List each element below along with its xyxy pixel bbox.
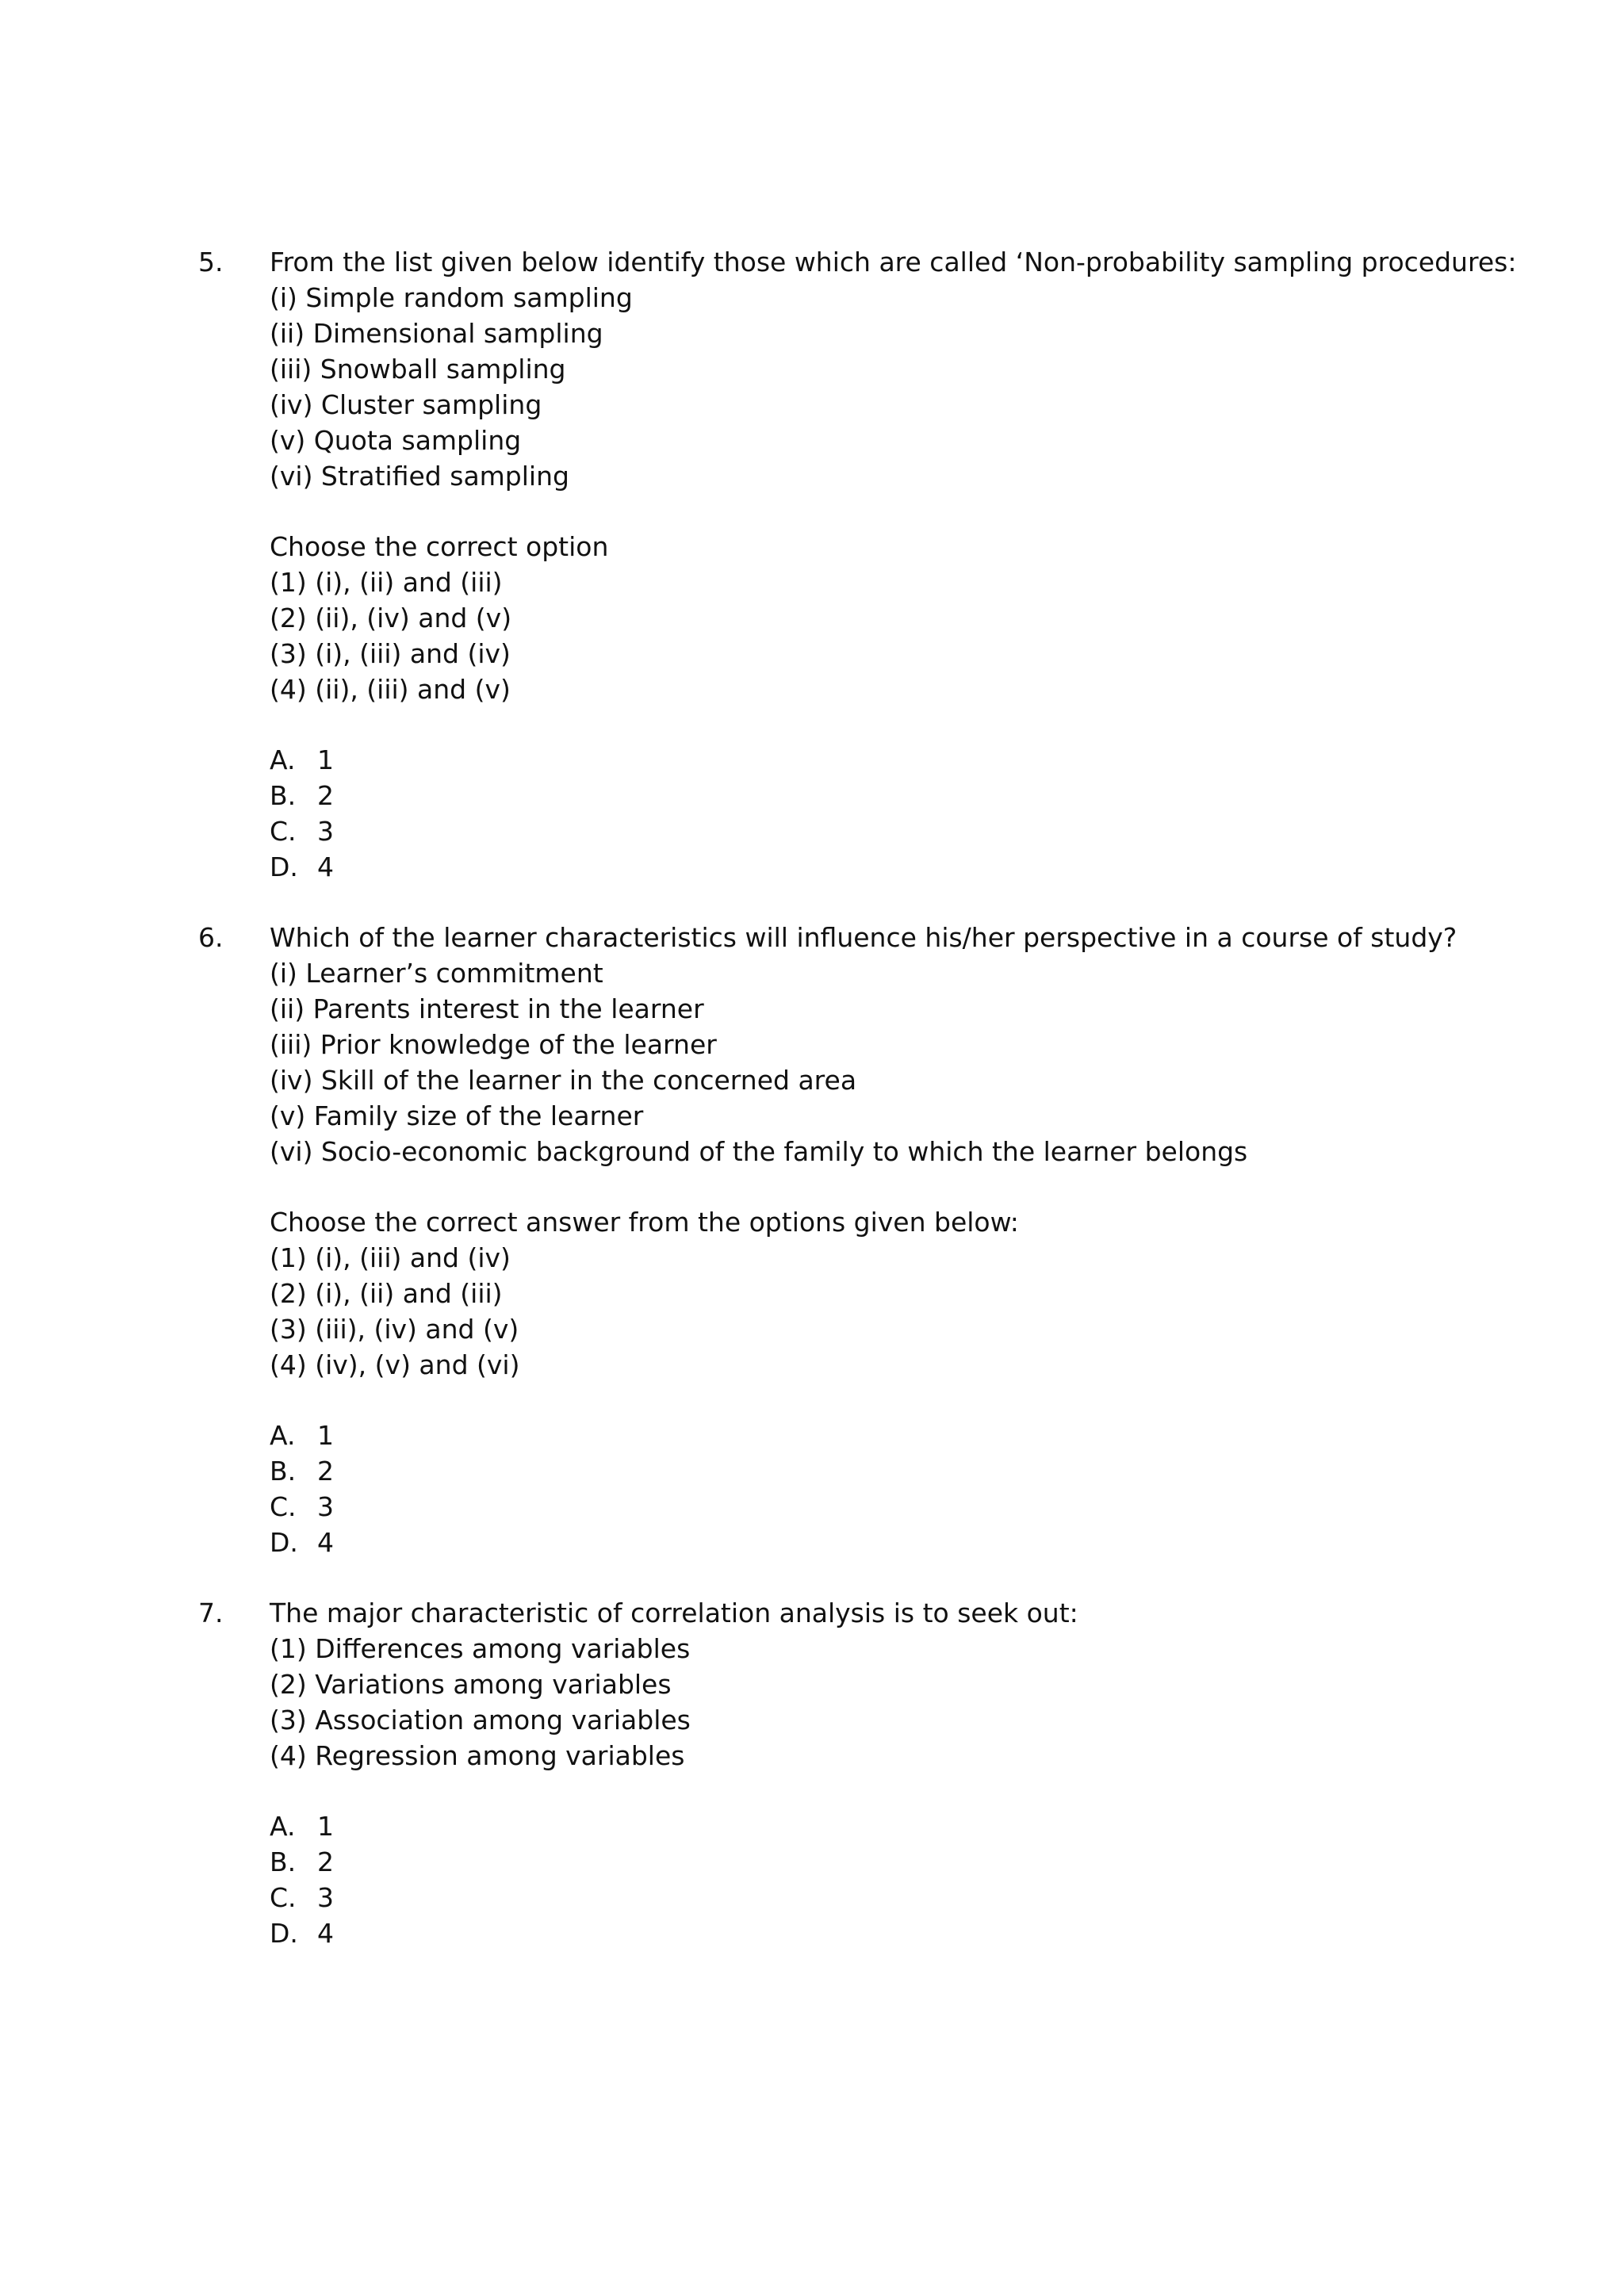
list-item: (i) Simple random sampling [270,282,633,313]
answer-letter: B. [270,780,297,811]
option-item: (3) (iii), (iv) and (v) [270,1314,519,1345]
option-item: (2) (ii), (iv) and (v) [270,603,512,633]
option-item: (4) (ii), (iii) and (v) [270,674,511,705]
answer-choice-d[interactable] [270,1915,1602,1951]
answer-choice-c[interactable] [270,1880,1602,1915]
answer-letter: C. [270,1882,297,1913]
question-body [270,244,1602,885]
answer-letter: B. [270,1456,297,1487]
answer-choice-a[interactable] [270,742,1602,778]
answer-letter: A. [270,744,296,775]
answer-letter: D. [270,851,298,882]
answer-value: 1 [317,1420,334,1451]
answer-value: 1 [317,744,334,775]
question-stem: The major characteristic of correlation analysis is to seek out: [270,1598,1078,1628]
list-item: (iv) Cluster sampling [270,389,542,420]
answer-value: 3 [317,1491,334,1522]
list-item: (iv) Skill of the learner in the concerned area [270,1065,857,1096]
list-item: (vi) Socio-economic background of the family to which the learner belongs [270,1136,1248,1167]
answer-choice-b[interactable] [270,1453,1602,1489]
option-item: (3) Association among variables [270,1705,691,1735]
answer-value: 4 [317,1918,334,1949]
answer-value: 1 [317,1811,334,1842]
question-number: 7. [198,1598,224,1628]
answer-choice-a[interactable] [270,1808,1602,1844]
question-prompt: Choose the correct answer from the options given below: [270,1207,1019,1238]
list-item: (iii) Prior knowledge of the learner [270,1029,717,1060]
answer-value: 3 [317,816,334,847]
list-item: (v) Quota sampling [270,425,522,456]
option-item: (1) (i), (ii) and (iii) [270,567,503,598]
list-item: (i) Learner’s commitment [270,958,603,989]
answer-letter: B. [270,1846,297,1877]
answer-value: 2 [317,1846,334,1877]
answer-choice-b[interactable] [270,778,1602,813]
answer-letter: A. [270,1811,296,1842]
option-item: (1) Differences among variables [270,1633,691,1664]
question-stem: From the list given below identify those which are called ‘Non-probability sampling procedures: [270,247,1517,277]
answer-value: 4 [317,1527,334,1558]
question-body [270,920,1602,1560]
option-item: (4) (iv), (v) and (vi) [270,1349,520,1380]
option-item: (3) (i), (iii) and (iv) [270,638,511,669]
option-item: (4) Regression among variables [270,1740,685,1771]
answer-choice-c[interactable] [270,1489,1602,1525]
answer-value: 3 [317,1882,334,1913]
answer-choice-d[interactable] [270,849,1602,885]
answer-choice-d[interactable] [270,1525,1602,1560]
list-item: (ii) Parents interest in the learner [270,993,704,1024]
list-item: (iii) Snowball sampling [270,354,566,385]
answer-letter: C. [270,816,297,847]
question-prompt: Choose the correct option [270,531,609,562]
question-number: 6. [198,922,224,953]
option-item: (1) (i), (iii) and (iv) [270,1242,511,1273]
list-item: (v) Family size of the learner [270,1100,644,1131]
answer-letter: C. [270,1491,297,1522]
list-item: (ii) Dimensional sampling [270,318,603,349]
option-item: (2) Variations among variables [270,1669,672,1700]
answer-letter: A. [270,1420,296,1451]
answer-choice-b[interactable] [270,1844,1602,1880]
question-stem: Which of the learner characteristics will influence his/her perspective in a course of study? [270,922,1457,953]
question-number: 5. [198,247,224,277]
answer-value: 4 [317,851,334,882]
list-item: (vi) Stratified sampling [270,461,569,492]
answer-value: 2 [317,780,334,811]
option-item: (2) (i), (ii) and (iii) [270,1278,503,1309]
answer-letter: D. [270,1527,298,1558]
answer-choice-c[interactable] [270,813,1602,849]
answer-choice-a[interactable] [270,1418,1602,1453]
question-body [270,1595,1602,1951]
answer-value: 2 [317,1456,334,1487]
answer-letter: D. [270,1918,298,1949]
